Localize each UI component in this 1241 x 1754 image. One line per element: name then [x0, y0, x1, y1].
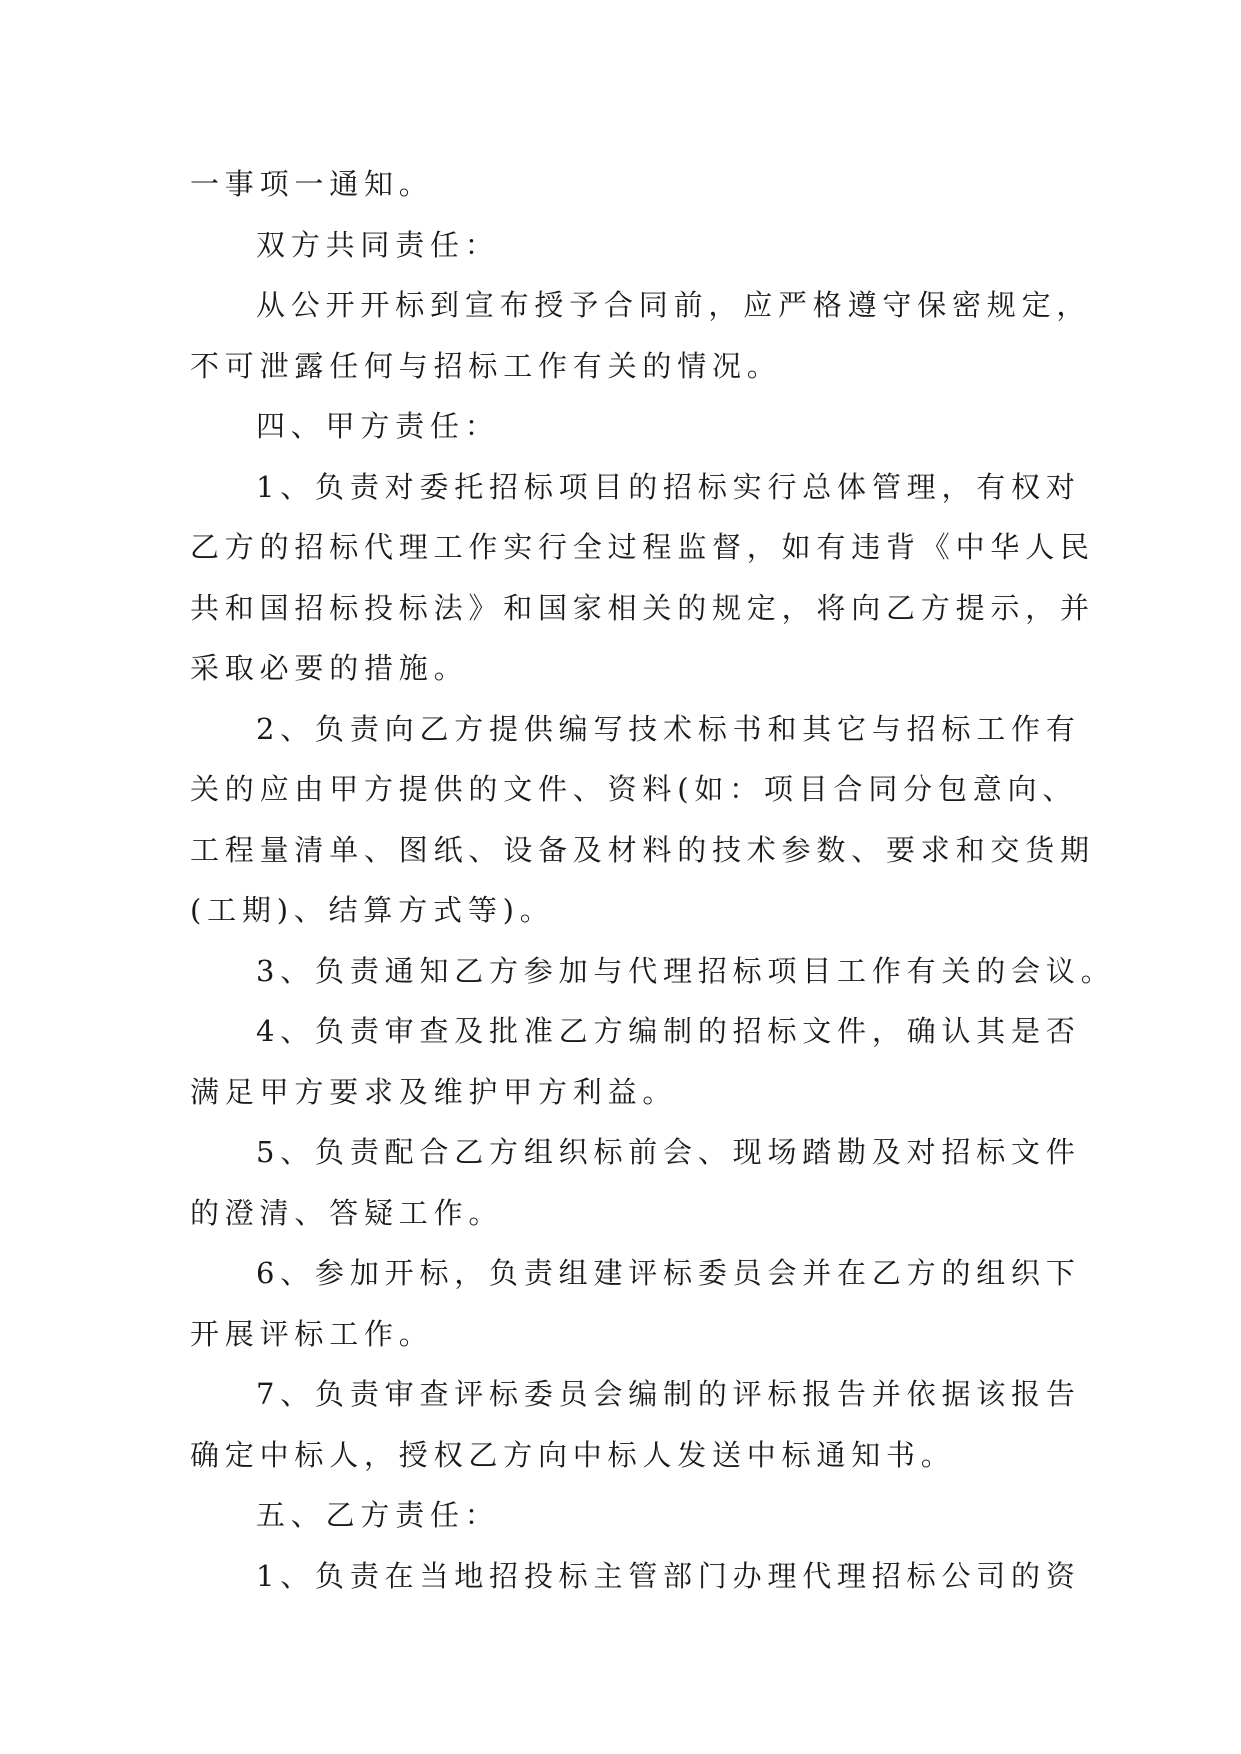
- text-line: 共和国招标投标法》和国家相关的规定，将向乙方提示，并: [190, 590, 1095, 625]
- section-heading: 五、乙方责任：: [256, 1498, 500, 1532]
- text-line: 工程量清单、图纸、设备及材料的技术参数、要求和交货期: [190, 832, 1095, 867]
- numbered-item: 2、负责向乙方提供编写技术标书和其它与招标工作有: [256, 711, 1081, 746]
- numbered-item: 5、负责配合乙方组织标前会、现场踏勘及对招标文件: [256, 1135, 1081, 1169]
- text-line: 满足甲方要求及维护甲方利益。: [190, 1074, 678, 1109]
- text-line: 不可泄露任何与招标工作有关的情况。: [190, 348, 782, 383]
- numbered-item: 3、负责通知乙方参加与代理招标项目工作有关的会议。: [256, 953, 1116, 988]
- section-heading: 双方共同责任：: [256, 227, 500, 262]
- text-line: 乙方的招标代理工作实行全过程监督，如有违背《中华人民: [190, 530, 1095, 564]
- document-body: [190, 154, 1116, 1606]
- text-line: 一事项一通知。: [190, 167, 434, 201]
- numbered-item: 6、参加开标，负责组建评标委员会并在乙方的组织下: [256, 1256, 1081, 1290]
- numbered-item: 4、负责审查及批准乙方编制的招标文件，确认其是否: [256, 1014, 1081, 1048]
- numbered-item: 7、负责审查评标委员会编制的评标报告并依据该报告: [256, 1377, 1081, 1411]
- text-line: (工期)、结算方式等)。: [190, 893, 555, 927]
- section-heading: 四、甲方责任：: [256, 409, 500, 443]
- numbered-item: 1、负责在当地招投标主管部门办理代理招标公司的资: [256, 1558, 1081, 1593]
- text-line: 采取必要的措施。: [190, 651, 469, 685]
- text-line: 确定中标人，授权乙方向中标人发送中标通知书。: [190, 1437, 956, 1472]
- text-line: 开展评标工作。: [190, 1316, 434, 1351]
- numbered-item: 1、负责对委托招标项目的招标实行总体管理，有权对: [256, 469, 1081, 504]
- text-line: 关的应由甲方提供的文件、资料(如：项目合同分包意向、: [190, 772, 1078, 806]
- text-line: 从公开开标到宣布授予合同前，应严格遵守保密规定，: [256, 288, 1092, 322]
- text-line: 的澄清、答疑工作。: [190, 1195, 504, 1230]
